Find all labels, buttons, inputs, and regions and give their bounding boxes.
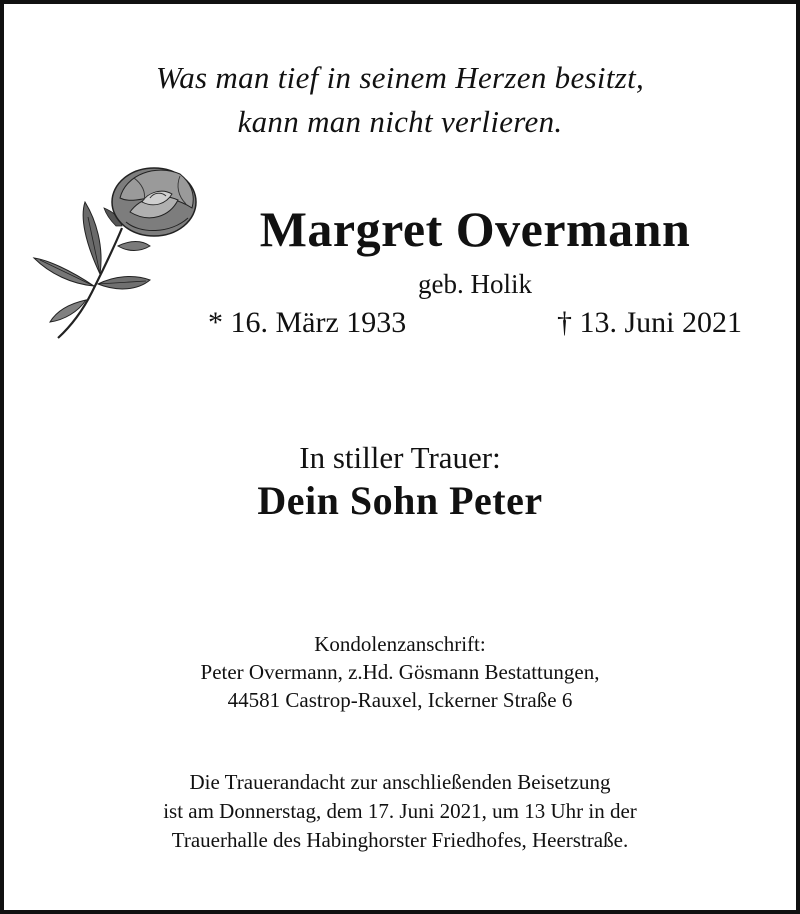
funeral-notice — [0, 768, 800, 855]
condolence-label: Kondolenzanschrift: — [314, 632, 486, 656]
deceased-name: Margret Overmann — [259, 201, 691, 257]
funeral-line-1: Die Trauerandacht zur anschließenden Beisetzung — [189, 770, 611, 794]
quote-line-2: kann man nicht verlieren. — [237, 104, 563, 139]
quote-line-1: Was man tief in seinem Herzen besitzt, — [155, 60, 645, 95]
mourner-name: Dein Sohn Peter — [257, 478, 543, 523]
rose-icon — [30, 162, 205, 342]
condolence-line-2: 44581 Castrop-Rauxel, Ickerner Straße 6 — [227, 688, 573, 712]
mourning-intro: In stiller Trauer: — [299, 440, 501, 475]
condolence-address — [0, 630, 800, 714]
maiden-name: geb. Holik — [418, 269, 532, 299]
death-date: † 13. Juni 2021 — [556, 306, 742, 339]
birth-date: * 16. März 1933 — [208, 306, 407, 339]
condolence-line-1: Peter Overmann, z.Hd. Gösmann Bestattungen, — [200, 660, 600, 684]
funeral-line-2: ist am Donnerstag, dem 17. Juni 2021, um 13 Uhr in der — [163, 799, 637, 823]
funeral-line-3: Trauerhalle des Habinghorster Friedhofes, Heerstraße. — [171, 828, 629, 852]
